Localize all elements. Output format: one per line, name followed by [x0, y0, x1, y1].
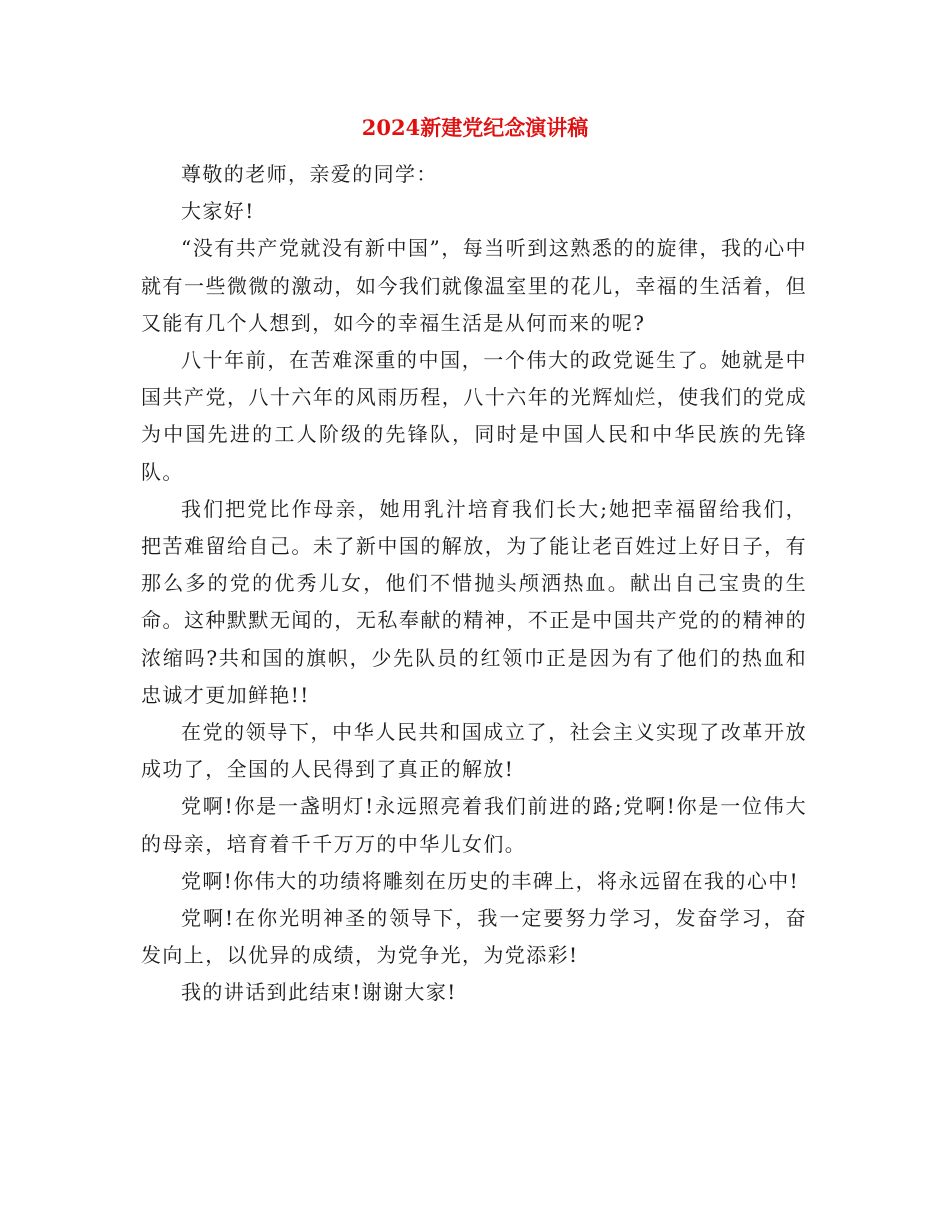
paragraph: 在党的领导下，中华人民共和国成立了，社会主义实现了改革开放成功了，全国的人民得到了真正的解放! — [141, 720, 807, 782]
paragraph-greeting: 大家好! — [181, 199, 255, 224]
paragraph: 党啊!你伟大的功绩将雕刻在历史的丰碑上，将永远留在我的心中! — [181, 868, 800, 893]
paragraph: 党啊!你是一盏明灯!永远照亮着我们前进的路;党啊!你是一位伟大的母亲，培育着千千万万的中华儿女们。 — [141, 794, 807, 856]
document-title: 2024新建党纪念演讲稿 — [361, 115, 589, 140]
paragraph: 我们把党比作母亲，她用乳汁培育我们长大;她把幸福留给我们，把苦难留给自己。未了新中国的解放，为了能让老百姓过上好日子，有那么多的党的优秀儿女，他们不惜抛头颅洒热血。献出自己宝贵的生命。这种默默无闻的，无私奉献的精神，不正是中国共产党的的精神的浓缩吗?共和国的旗帜，少先队员的红领巾正是因为有了他们的热血和忠诚才更加鲜艳!! — [141, 496, 807, 707]
paragraph-closing: 我的讲话到此结束!谢谢大家! — [181, 980, 457, 1005]
paragraph: 八十年前，在苦难深重的中国，一个伟大的政党诞生了。她就是中国共产党，八十六年的风雨历程，八十六年的光辉灿烂，使我们的党成为中国先进的工人阶级的先锋队，同时是中国人民和中华民族的先锋队。 — [141, 348, 807, 484]
document-body — [141, 156, 807, 1012]
paragraph-salutation: 尊敬的老师，亲爱的同学： — [181, 162, 438, 186]
paragraph: “没有共产党就没有新中国”，每当听到这熟悉的的旋律，我的心中就有一些微微的激动，如今我们就像温室里的花儿，幸福的生活着，但又能有几个人想到，如今的幸福生活是从何而来的呢? — [141, 236, 807, 335]
paragraph: 党啊!在你光明神圣的领导下，我一定要努力学习，发奋学习，奋发向上，以优异的成绩，为党争光，为党添彩! — [141, 906, 807, 968]
